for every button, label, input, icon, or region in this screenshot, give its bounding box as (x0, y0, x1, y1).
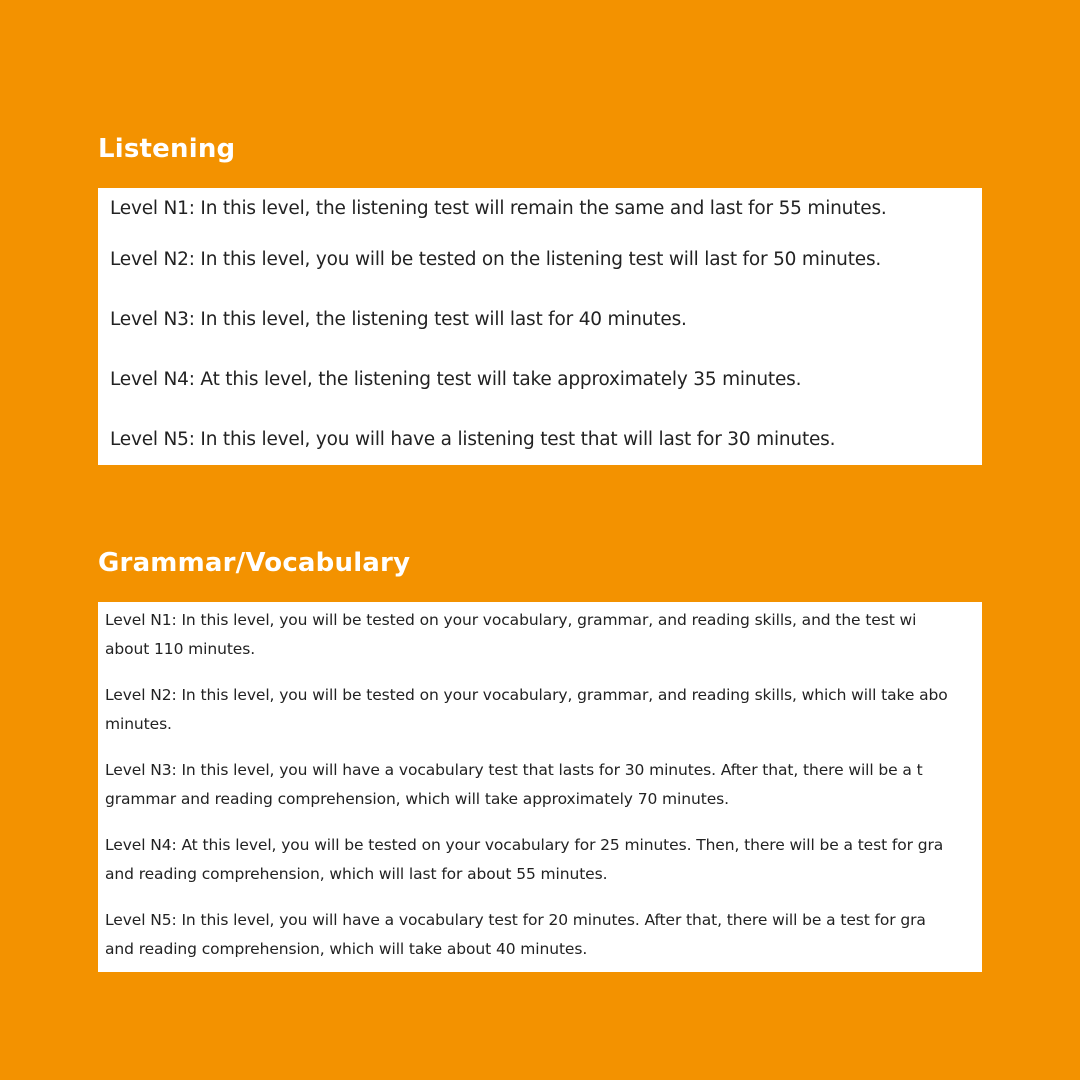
listening-item-n3: Level N3: In this level, the listening test will last for 40 minutes. (110, 308, 687, 330)
grammar-item-n4-line-2: and reading comprehension, which will last for about 55 minutes. (105, 865, 608, 883)
grammar-item-n2-line-2: minutes. (105, 715, 172, 733)
grammar-item-n4-line-1: Level N4: At this level, you will be tested on your vocabulary for 25 minutes. Then, there will be a test for gra (105, 836, 944, 854)
grammar-item-n5-line-1: Level N5: In this level, you will have a vocabulary test for 20 minutes. After that, there will be a test for gra (105, 911, 926, 929)
listening-item-n1: Level N1: In this level, the listening test will remain the same and last for 55 minutes. (110, 198, 887, 219)
listening-item-n4: Level N4: At this level, the listening test will take approximately 35 minutes. (110, 368, 802, 390)
listening-panel (98, 188, 982, 465)
listening-heading: Listening (98, 134, 236, 164)
grammar-item-n1-line-2: about 110 minutes. (105, 640, 256, 658)
grammar-vocabulary-panel (98, 602, 982, 972)
grammar-vocabulary-heading: Grammar/Vocabulary (98, 548, 411, 578)
grammar-item-n3 (105, 756, 982, 814)
listening-item-n5: Level N5: In this level, you will have a listening test that will last for 30 minutes. (110, 428, 836, 450)
grammar-item-n3-line-1: Level N3: In this level, you will have a vocabulary test that lasts for 30 minutes. After that, there will be a t (105, 761, 923, 779)
grammar-item-n2 (105, 681, 982, 739)
grammar-item-n5 (105, 906, 982, 964)
grammar-item-n3-line-2: grammar and reading comprehension, which will take approximately 70 minutes. (105, 790, 729, 808)
grammar-item-n1 (105, 606, 982, 664)
listening-item-n2: Level N2: In this level, you will be tested on the listening test will last for 50 minutes. (110, 248, 882, 270)
grammar-item-n1-line-1: Level N1: In this level, you will be tested on your vocabulary, grammar, and reading skills, and the test wi (105, 611, 917, 629)
grammar-item-n2-line-1: Level N2: In this level, you will be tested on your vocabulary, grammar, and reading skills, which will take abo (105, 686, 948, 704)
grammar-item-n4 (105, 831, 982, 889)
grammar-item-n5-line-2: and reading comprehension, which will take about 40 minutes. (105, 940, 588, 958)
